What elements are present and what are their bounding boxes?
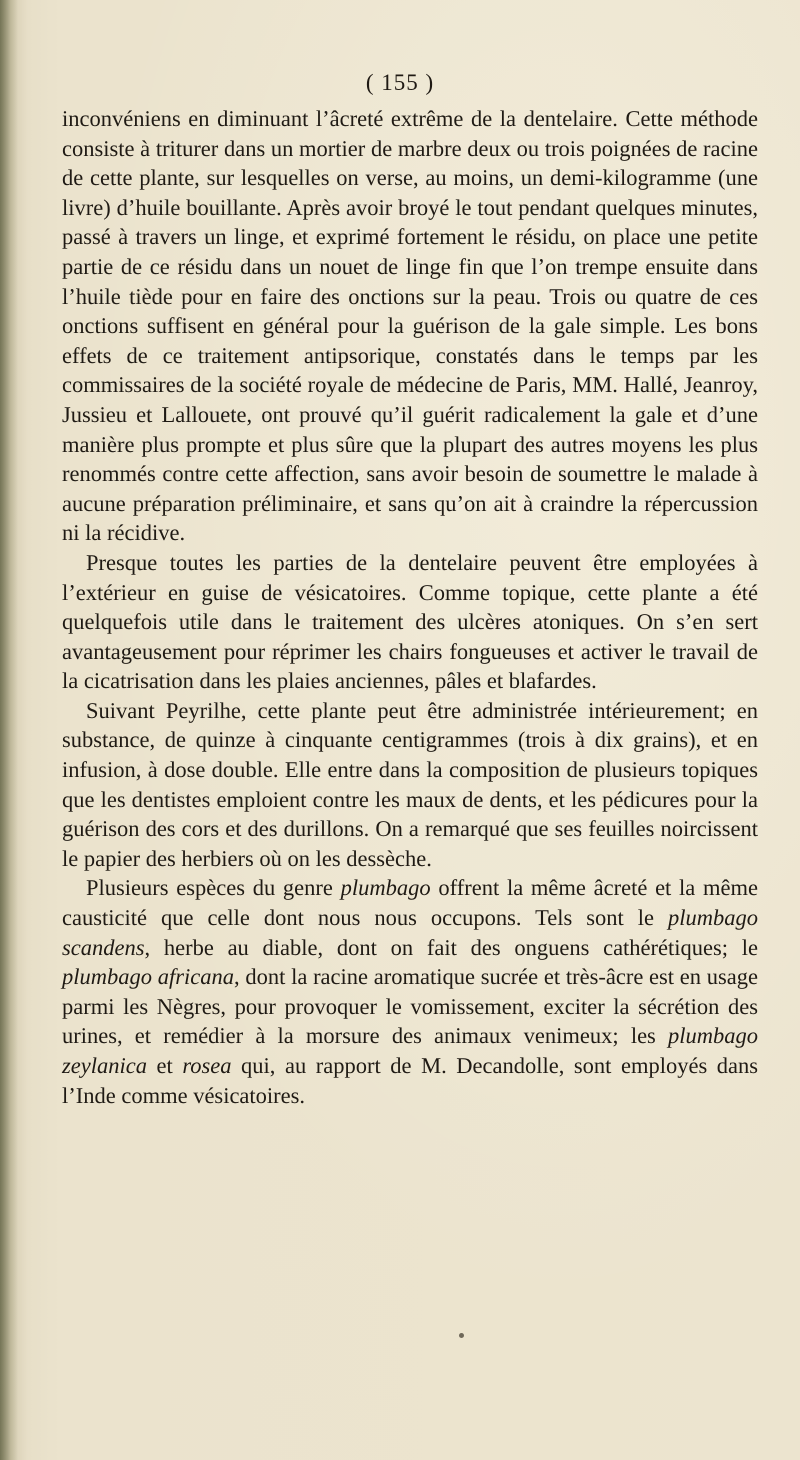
paragraph: [62, 873, 758, 1110]
paragraph: [62, 104, 758, 548]
paragraph: [62, 696, 758, 874]
italic-term: plumbago: [340, 875, 431, 901]
text-run: et: [146, 1053, 183, 1078]
text-run: inconvéniens en diminuant l’âcreté extrême de la dentelaire. Cette méthode consiste à triturer dans un mortier de marbre deux ou trois poignées de racine de cette plante, sur lesquelles on verse, au moins, un demi-kilogramme (une livre) d’huile bouillante. Après avoir broyé le tout pendant quelques minutes, passé à travers un linge, et exprimé fortement le résidu, on place une petite partie de ce résidu dans un nouet de linge fin que l’on trempe ensuite dans l’huile tiède pour en faire des onctions sur la peau. Trois ou quatre de ces onctions suffisent en général pour la guérison de la gale simple. Les bons effets de ce traitement antipsorique, constatés dans le temps par les commissaires de la société royale de médecine de Paris, MM. Hallé, Jeanroy, Jussieu et Lallouete, ont prouvé qu’il guérit radicalement la gale et d’une manière plus prompte et plus sûre que la plupart des autres moyens les plus renommés contre cette affection, sans avoir besoin de soumettre le malade à aucune préparation préliminaire, et sans qu’on ait à craindre la répercussion ni la récidive.: [62, 106, 758, 546]
binding-gutter-shadow: [0, 0, 18, 1460]
text-run: qui, au rapport de M. Decandolle, sont employés dans l’Inde comme vésicatoires.: [62, 1053, 758, 1108]
italic-term: plumbago africana: [62, 964, 234, 990]
italic-term: rosea: [182, 1053, 232, 1078]
text-run: , herbe au diable, dont on fait des onguens cathérétiques; le: [144, 934, 758, 960]
text-run: offrent la même âcreté et la même causticité que celle dont nous nous occupons. Tels sont le: [62, 875, 759, 931]
paragraph: [62, 548, 758, 696]
page-number: ( 155 ): [365, 70, 435, 95]
text-run: Suivant Peyrilhe, cette plante peut être administrée intérieurement; en substance, de quinze à cinquante centigrammes (trois à dix grains), et en infusion, à dose double. Elle entre dans la composition de plusieurs topiques que les dentistes emploient contre les maux de dents, et les pédicures pour la guérison des cors et des durillons. On a remarqué que ses feuilles noircissent le papier des herbiers où on les dessèche.: [62, 697, 758, 871]
ink-speck: [459, 1333, 464, 1338]
text-run: Plusieurs espèces du genre: [86, 875, 341, 901]
body-text: [62, 104, 758, 1110]
text-run: , dont la racine aromatique sucrée et très-âcre est en usage parmi les Nègres, pour provoquer le vomissement, exciter la sécrétion des urines, et remédier à la morsure des animaux venimeux; les: [62, 964, 758, 1049]
italic-term: plumbago scandens: [62, 905, 758, 960]
italic-term: plumbago zeylanica: [62, 1023, 758, 1078]
text-run: Presque toutes les parties de la dentelaire peuvent être employées à l’extérieur en guise de vésicatoires. Comme topique, cette plante a été quelquefois utile dans le traitement des ulcères atoniques. On s’en sert avantageusement pour réprimer les chairs fongueuses et activer le travail de la cicatrisation dans les plaies anciennes, pâles et blafardes.: [62, 549, 758, 694]
